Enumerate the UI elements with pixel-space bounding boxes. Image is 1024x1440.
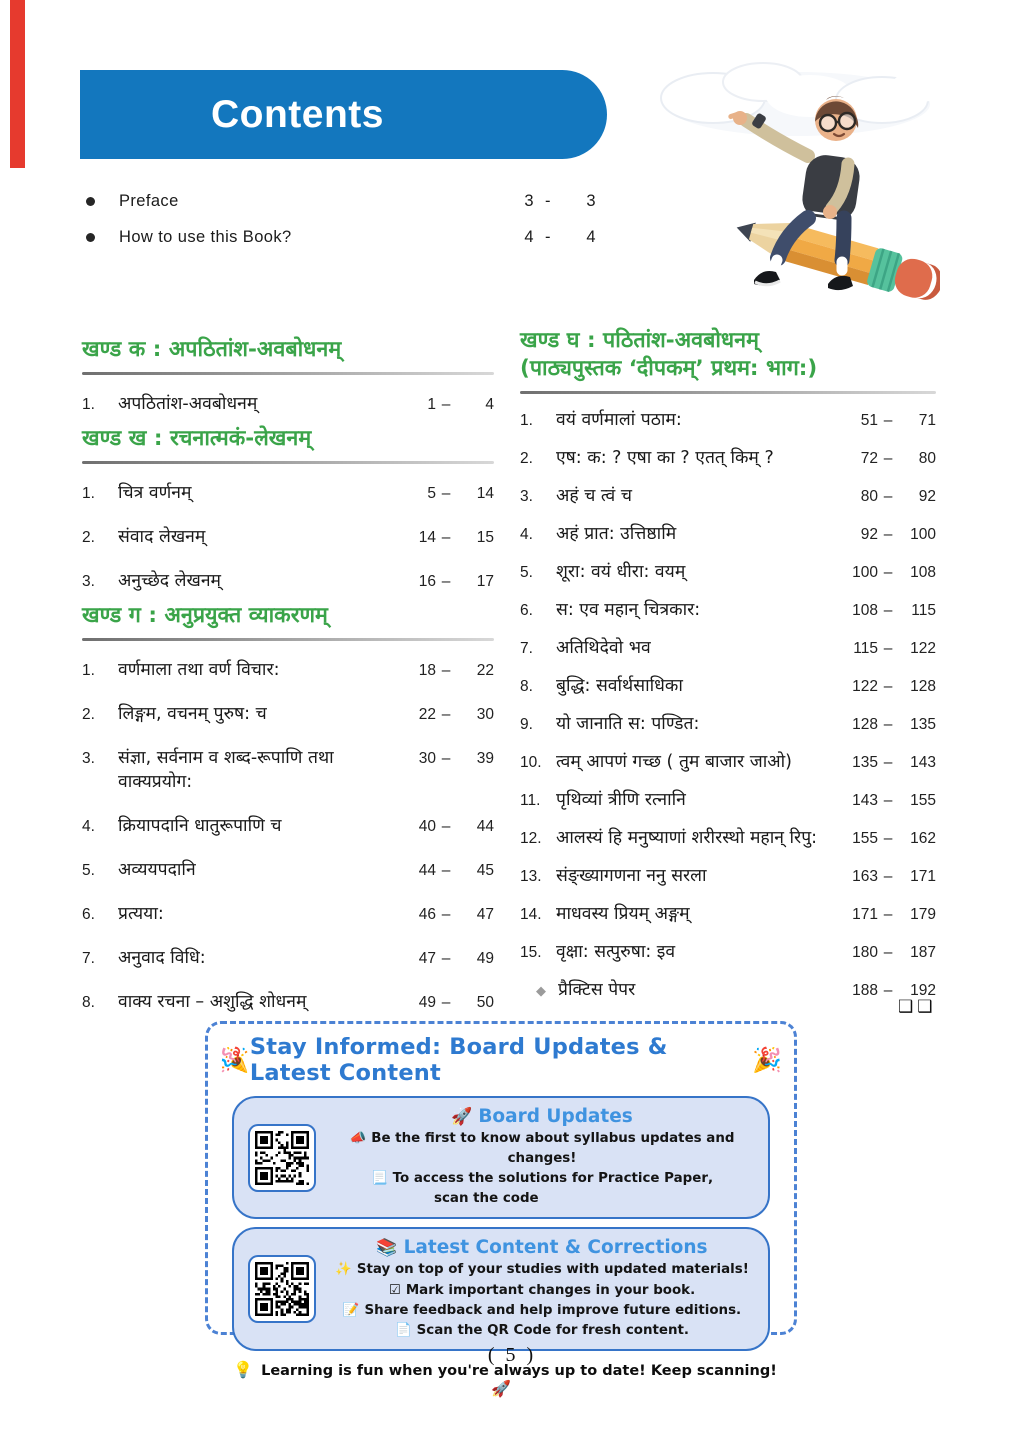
toc-item (520, 704, 936, 742)
page-range (400, 994, 494, 1012)
toc-item (82, 381, 494, 425)
page-range (400, 862, 494, 880)
page-dash: – (883, 525, 893, 543)
line-icon: ✨ (335, 1262, 352, 1278)
page-from: 92 (860, 525, 878, 543)
toc-item (82, 558, 494, 602)
toc-item (82, 891, 494, 935)
item-title: अहं च त्वं च (556, 485, 632, 506)
page-range (842, 564, 936, 582)
page-dash: – (883, 411, 893, 429)
page-to: 71 (918, 411, 936, 429)
toc-item (520, 628, 936, 666)
page-to: 44 (476, 817, 494, 835)
item-title: लिङ्गम, वचनम् पुरुष: च (118, 703, 267, 724)
card-line (330, 1301, 754, 1321)
bullet-icon (86, 197, 95, 206)
card-line (330, 1169, 754, 1189)
toc-item (520, 438, 936, 476)
page-edge-marker (10, 0, 25, 168)
text-segment: solutions (498, 1171, 568, 1187)
page-dash: – (441, 395, 451, 413)
page-dash: – (441, 905, 451, 923)
item-title: प्रैक्टिस पेपर (558, 979, 636, 1000)
page-title: Contents (211, 92, 384, 136)
item-title: बुद्धि: सर्वार्थसाधिका (556, 675, 683, 696)
page-from: 180 (852, 943, 878, 961)
section-rule (82, 461, 494, 464)
item-number: 11. (520, 791, 541, 809)
item-title: वृक्षा: सत्पुरुषा: इव (556, 941, 676, 962)
page-dash: – (883, 829, 893, 847)
page-range (842, 526, 936, 544)
line-icon: 📣 (349, 1131, 367, 1146)
page-to: 135 (910, 715, 936, 733)
page-range (400, 529, 494, 547)
page-dash: – (441, 993, 451, 1011)
toc-item (520, 476, 936, 514)
page-from: 47 (418, 949, 436, 967)
text-segment: Mark important changes in your book. (405, 1282, 696, 1298)
page-to: 30 (476, 705, 494, 723)
page-to: 50 (476, 993, 494, 1011)
toc-item (520, 780, 936, 818)
books-icon: 📚 (376, 1238, 398, 1259)
item-number: 15. (520, 943, 542, 961)
line-icon: 📄 (394, 1322, 412, 1338)
page-to: 39 (476, 749, 494, 767)
item-number: 8. (82, 993, 95, 1011)
text-segment: Be the first to know about syllabus updates and changes! (371, 1131, 735, 1167)
page-range (400, 750, 494, 768)
page-to: 45 (476, 861, 494, 879)
page-to: 143 (910, 753, 936, 771)
page-range (400, 396, 494, 414)
page-to: 80 (918, 449, 936, 467)
qr-code (248, 1124, 316, 1192)
page-from: 143 (852, 791, 878, 809)
item-number: 5. (82, 861, 95, 879)
toc-item (520, 856, 936, 894)
page-dash: – (441, 861, 451, 879)
text-segment: Share feedback and help improve future editions. (364, 1302, 742, 1318)
page-from: 46 (418, 905, 436, 923)
page-dash: – (441, 528, 451, 546)
card-heading (330, 1237, 754, 1258)
item-number: 3. (82, 572, 95, 590)
section-rule (520, 391, 936, 394)
line-icon: 📝 (342, 1302, 360, 1318)
item-number: 8. (520, 677, 533, 695)
item-number: 6. (520, 601, 533, 619)
toc-item (520, 742, 936, 780)
bullet-icon (86, 233, 95, 242)
toc-item (520, 894, 936, 932)
page-to: 49 (476, 949, 494, 967)
toc-item (82, 735, 494, 803)
item-title: यो जानाति स: पण्डित: (556, 713, 700, 734)
toc-item (82, 847, 494, 891)
page-dash: – (883, 905, 893, 923)
page-range (400, 485, 494, 503)
page-dash: – (883, 677, 893, 695)
page-from: 135 (852, 753, 878, 771)
item-title: अनुच्छेद लेखनम् (118, 570, 222, 591)
page-to: 3 (586, 191, 596, 210)
page-from: 1 (427, 395, 436, 413)
page-range (400, 906, 494, 924)
item-number: 3. (82, 749, 95, 767)
item-title: वाक्य रचना – अशुद्धि शोधनम् (118, 991, 307, 1012)
front-matter-label: How to use this Book? (119, 227, 292, 246)
page-range (842, 754, 936, 772)
toc-item (82, 514, 494, 558)
page-dash: – (883, 943, 893, 961)
page-to: 162 (910, 829, 936, 847)
text-segment: , (707, 1171, 714, 1187)
page-dash: – (883, 563, 893, 581)
toc-item (82, 979, 494, 1023)
toc-left-column (82, 336, 494, 1023)
page-from: 163 (852, 867, 878, 885)
page-range (842, 906, 936, 924)
page-dash: – (883, 601, 893, 619)
page-dash: - (545, 191, 551, 210)
page-range (842, 716, 936, 734)
toc-item (82, 935, 494, 979)
page-dash: – (883, 715, 893, 733)
toc-item (520, 932, 936, 970)
item-title: वयं वर्णमालां पठाम: (556, 409, 682, 430)
front-matter-label: Preface (119, 191, 179, 210)
item-number: 4. (520, 525, 533, 543)
page-from: 40 (418, 817, 436, 835)
page-from: 155 (852, 829, 878, 847)
page-from: 49 (418, 993, 436, 1011)
item-number: 14. (520, 905, 542, 923)
text-segment: Practice Paper (598, 1171, 708, 1187)
page-to: 192 (910, 981, 936, 999)
toc-item (82, 647, 494, 691)
page-dash: – (441, 484, 451, 502)
clouds-icon (661, 63, 940, 136)
section-rule (82, 638, 494, 641)
item-number: 1. (82, 395, 95, 413)
info-card (232, 1096, 770, 1219)
page-from: 100 (852, 563, 878, 581)
page-to: 4 (586, 227, 596, 246)
front-matter-item (86, 219, 598, 255)
page-dash: - (545, 227, 551, 246)
page-range (842, 678, 936, 696)
end-of-contents-marks: ❑❑ (898, 997, 937, 1016)
item-title: त्वम् आपणं गच्छ ( तुम बाजार जाओ) (556, 751, 792, 772)
item-title: संवाद लेखनम् (118, 526, 206, 547)
page-range (842, 488, 936, 506)
page-dash: – (441, 572, 451, 590)
page-range (842, 868, 936, 886)
card-heading-text: Latest Content & Corrections (403, 1237, 708, 1259)
line-icon: ☑ (388, 1282, 401, 1298)
section-heading: खण्ड क : अपठितांश-अवबोधनम् (82, 337, 342, 362)
page-range (842, 640, 936, 658)
text-segment: To access the (392, 1171, 499, 1187)
page-from: 30 (418, 749, 436, 767)
page-to: 15 (476, 528, 494, 546)
page-range (400, 706, 494, 724)
text-segment: for fresh content. (551, 1322, 690, 1338)
page-range (400, 950, 494, 968)
section-rule (82, 372, 494, 375)
page-to: 22 (476, 661, 494, 679)
card-content (330, 1106, 754, 1209)
item-title: शूरा: वयं धीरा: वयम् (556, 561, 686, 582)
item-title: अपठितांश-अवबोधनम् (118, 393, 258, 414)
page-range (400, 662, 494, 680)
item-title: संङ्ख्यागणना ननु सरला (556, 865, 707, 886)
item-title: अतिथिदेवो भव (556, 637, 651, 658)
page-from: 115 (853, 639, 878, 657)
front-matter-list (86, 183, 598, 255)
page-to: 155 (910, 791, 936, 809)
diamond-icon: ◆ (536, 983, 546, 999)
item-title: माधवस्य प्रियम् अङ्गम् (556, 903, 690, 924)
item-title: अहं प्रात: उत्तिष्ठामि (556, 523, 677, 544)
toc-item (520, 666, 936, 704)
page-from: 44 (418, 861, 436, 879)
item-title: चित्र वर्णनम् (118, 482, 192, 503)
page-dash: – (441, 661, 451, 679)
text-segment: Scan the QR Code (416, 1322, 552, 1338)
section-subheading: (पाठ्यपुस्तक ‘दीपकम्’ प्रथम: भाग:) (520, 355, 818, 381)
toc-item (520, 400, 936, 438)
page-from: 122 (852, 677, 878, 695)
page-dash: – (883, 981, 893, 999)
line-icon: 📃 (370, 1171, 388, 1187)
page-range (842, 412, 936, 430)
card-line (330, 1260, 754, 1280)
item-title: आलस्यं हि मनुष्याणां शरीरस्थो महान् रिपु: (556, 827, 818, 848)
page-to: 14 (476, 484, 494, 502)
page-from: 108 (852, 601, 878, 619)
page-from: 72 (860, 449, 878, 467)
item-number: 2. (82, 528, 95, 546)
item-number: 7. (82, 949, 95, 967)
text-segment: for (567, 1171, 599, 1187)
rocket-icon: 🚀 (451, 1107, 473, 1127)
page-range (842, 944, 936, 962)
card-line (330, 1321, 754, 1341)
section-heading: खण्ड ग : अनुप्रयुक्त व्याकरणम् (82, 602, 328, 628)
item-number: 1. (520, 411, 533, 429)
page-from: 4 (524, 227, 534, 246)
page-from: 171 (852, 905, 878, 923)
page-to: 187 (910, 943, 936, 961)
item-number: 10. (520, 753, 542, 771)
item-title: संज्ञा, सर्वनाम व शब्द-रूपाणि तथा वाक्यप्रयोग: (118, 747, 334, 792)
page-from: 5 (427, 484, 436, 502)
page-dash: – (883, 639, 893, 657)
toc-item (82, 803, 494, 847)
item-number: 9. (520, 715, 533, 733)
page-to: 128 (910, 677, 936, 695)
page-to: 122 (910, 639, 936, 657)
page-from: 22 (418, 705, 436, 723)
page-range (500, 192, 596, 211)
page-range (842, 450, 936, 468)
item-number: 2. (520, 449, 533, 467)
toc-item (82, 691, 494, 735)
page-to: 171 (910, 867, 936, 885)
section-heading: खण्ड ख : रचनात्मकं-लेखनम् (82, 425, 312, 451)
party-popper-icon: 🎉 (220, 1046, 250, 1074)
page-dash: – (883, 487, 893, 505)
item-title: पृथिव्यां त्रीणि रत्नानि (556, 789, 686, 810)
page-from: 188 (852, 981, 878, 999)
page-range (500, 228, 596, 247)
card-heading-text: Board Updates (478, 1106, 633, 1127)
page-range (842, 602, 936, 620)
card-line (330, 1189, 754, 1209)
page-dash: – (441, 949, 451, 967)
page-from: 18 (418, 661, 436, 679)
item-title: अव्ययपदानि (118, 859, 196, 880)
qr-code (248, 1255, 316, 1323)
page-dash: – (883, 791, 893, 809)
toc-item (520, 818, 936, 856)
item-title: अनुवाद विधि: (118, 947, 206, 968)
page-to: 115 (911, 601, 936, 619)
page-to: 47 (476, 905, 494, 923)
page-range (400, 573, 494, 591)
page-from: 14 (418, 528, 436, 546)
item-number: 2. (82, 705, 95, 723)
text-segment: scan the code (434, 1191, 539, 1207)
rocket-icon: 🚀 (491, 1378, 511, 1398)
page-range (842, 830, 936, 848)
card-line (330, 1281, 754, 1301)
stay-informed-box (205, 1021, 797, 1398)
page-dash: – (441, 749, 451, 767)
footer-text: Learning is fun when you're always up to date! Keep scanning! (261, 1362, 777, 1379)
toc-item (520, 552, 936, 590)
toc-item-practice-paper (520, 970, 936, 1008)
page-from: 51 (860, 411, 878, 429)
item-number: 7. (520, 639, 533, 657)
card-line (330, 1129, 754, 1169)
page-range (400, 818, 494, 836)
text-segment: Stay on top of your studies with updated materials! (356, 1262, 749, 1278)
info-card (232, 1227, 770, 1350)
section-heading: खण्ड घ : पठितांश-अवबोधनम् (520, 328, 759, 353)
toc-right-column (520, 327, 936, 1008)
page-from: 16 (418, 572, 436, 590)
item-title: वर्णमाला तथा वर्ण विचार: (118, 659, 280, 680)
page-dash: – (883, 449, 893, 467)
page-dash: – (883, 753, 893, 771)
page-dash: – (883, 867, 893, 885)
item-number: 1. (82, 484, 95, 502)
item-number: 1. (82, 661, 95, 679)
boy-on-pencil-illustration (658, 58, 940, 310)
toc-item (82, 470, 494, 514)
item-number: 6. (82, 905, 95, 923)
page-to: 92 (918, 487, 936, 505)
page-from: 128 (852, 715, 878, 733)
item-title: एष: क: ? एषा का ? एतत् किम् ? (556, 447, 774, 468)
toc-item (520, 514, 936, 552)
page-to: 4 (485, 395, 494, 413)
party-popper-icon: 🎉 (752, 1046, 782, 1074)
page-to: 179 (910, 905, 936, 923)
page-from: 3 (524, 191, 534, 210)
page-range (842, 792, 936, 810)
item-number: 12. (520, 829, 542, 847)
toc-item (520, 590, 936, 628)
info-box-title-row (208, 1024, 794, 1088)
page-to: 108 (910, 563, 936, 581)
card-heading (330, 1106, 754, 1127)
item-number: 4. (82, 817, 95, 835)
item-title: स: एव महान् चित्रकार: (556, 599, 701, 620)
page-title-banner (80, 70, 607, 159)
item-number: 3. (520, 487, 533, 505)
info-box-title: Stay Informed: Board Updates & Latest Content (249, 1034, 668, 1086)
bulb-icon: 💡 (233, 1359, 254, 1379)
page-from: 80 (860, 487, 878, 505)
page-dash: – (441, 817, 451, 835)
page-number: ( 5 ) (487, 1344, 537, 1366)
item-title: क्रियापदानि धातुरूपाणि च (118, 815, 282, 836)
item-number: 5. (520, 563, 533, 581)
page-dash: – (441, 705, 451, 723)
item-number: 13. (520, 867, 542, 885)
card-content (330, 1237, 754, 1340)
page-to: 17 (476, 572, 494, 590)
front-matter-item (86, 183, 598, 219)
item-title: प्रत्यया: (118, 903, 164, 924)
page-to: 100 (910, 525, 936, 543)
